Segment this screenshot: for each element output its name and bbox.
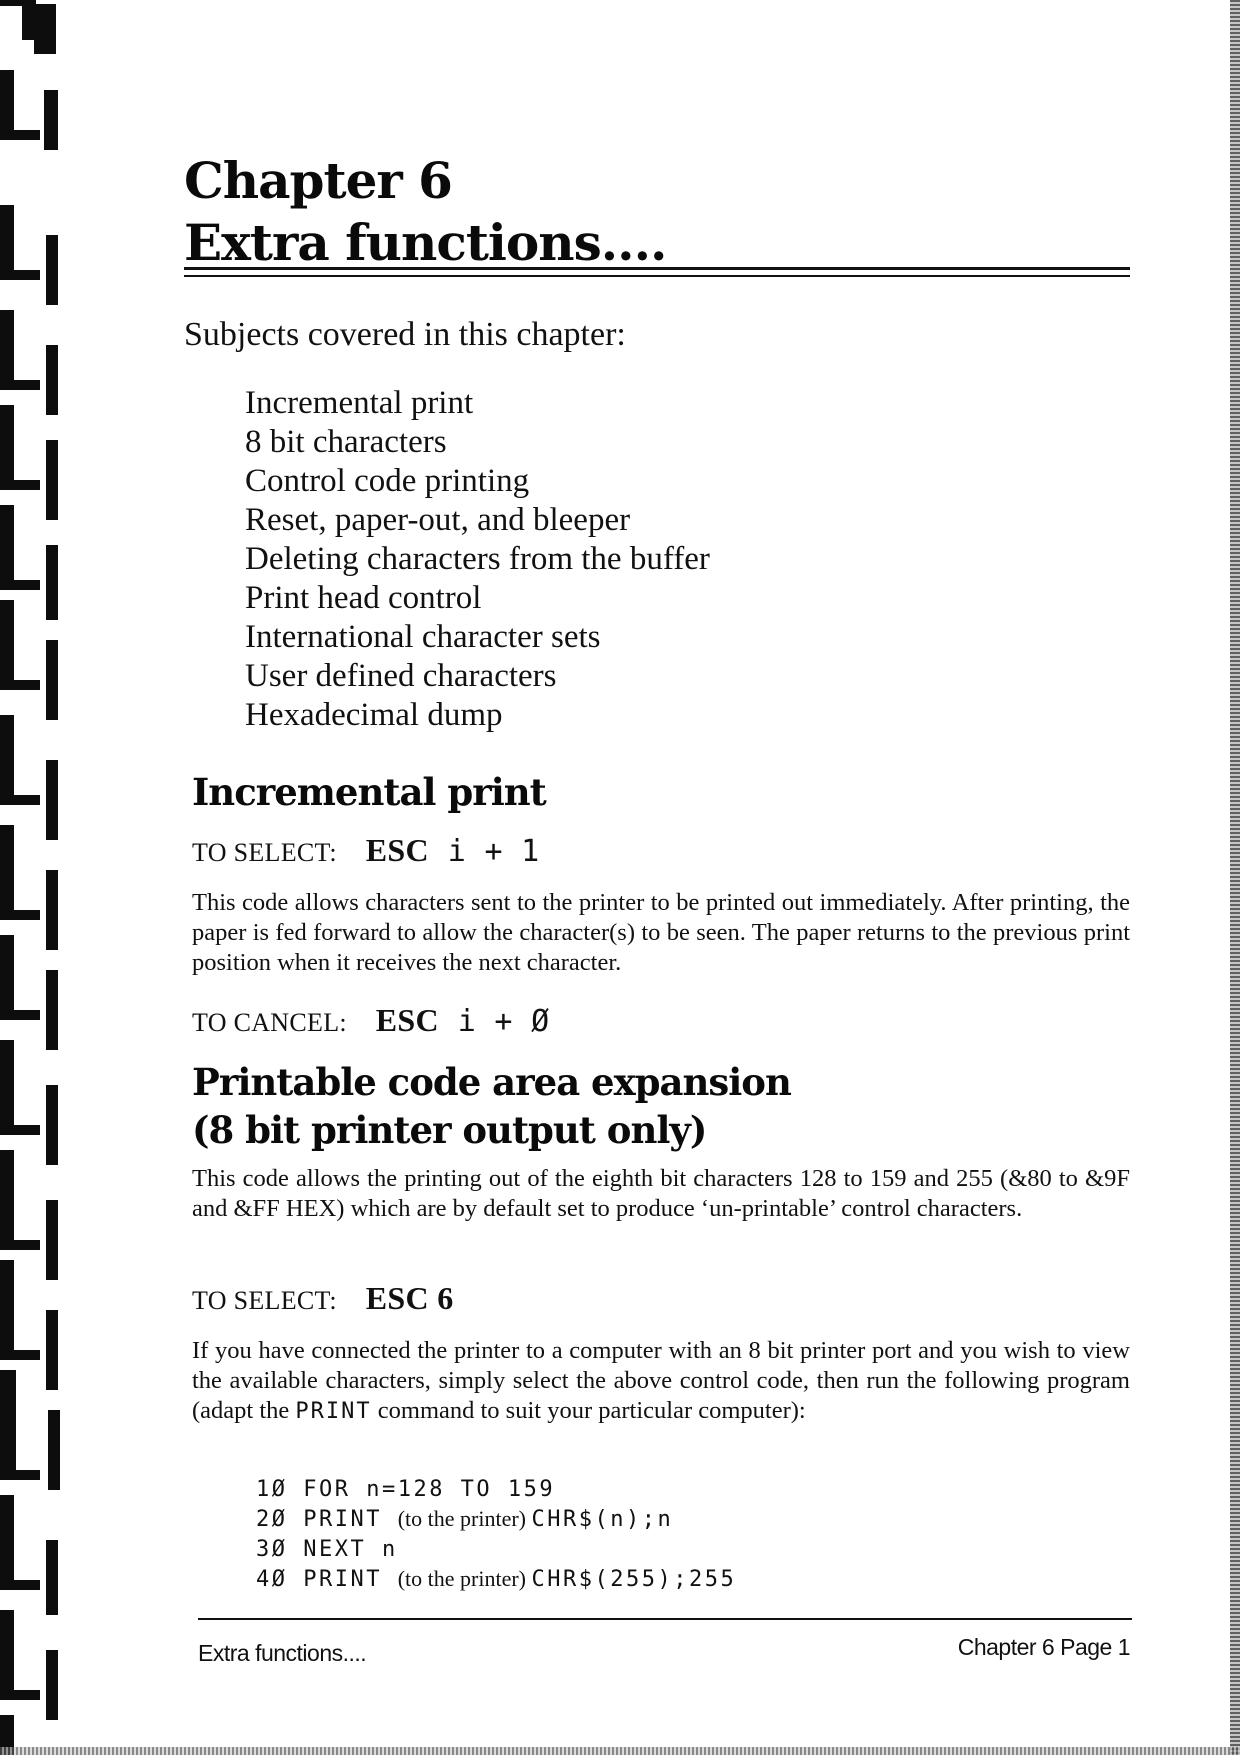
expansion-description: This code allows the printing out of the eighth bit characters 128 to 159 and 255 (&80 to &9F and &FF HEX) which are by default set to produce ‘un-printable’ control characters. — [192, 1165, 1130, 1222]
instructions-text: If you have connected the printer to a computer with an 8 bit printer port and you wish to view the available characters, simply select the above control code, then run the following program (adapt the — [192, 1337, 1130, 1424]
code-note: (to the printer) — [397, 1566, 532, 1591]
code-text: 2Ø PRINT — [256, 1507, 398, 1532]
expansion-select — [192, 1280, 454, 1317]
chapter-number: Chapter 6 — [184, 151, 452, 210]
print-keyword: PRINT — [295, 1399, 372, 1424]
subject-item: Hexadecimal dump — [245, 697, 503, 733]
subject-item: Control code printing — [245, 463, 530, 499]
select-command: ESC 6 — [365, 1280, 454, 1316]
incremental-select — [192, 832, 540, 869]
scan-edge-right — [1230, 0, 1240, 1755]
heading-line-2: (8 bit printer output only) — [192, 1108, 707, 1152]
footer-rule — [198, 1618, 1132, 1620]
cancel-command: ESC — [375, 1002, 439, 1038]
subject-item: 8 bit characters — [245, 424, 447, 460]
heading-line-1: Printable code area expansion — [192, 1060, 791, 1104]
code-text: CHR$(255);255 — [531, 1567, 737, 1592]
binding-strip — [0, 0, 80, 1755]
basic-program-listing — [256, 1474, 736, 1594]
select-label: TO SELECT: — [192, 838, 337, 867]
cancel-code: i + Ø — [457, 1004, 550, 1039]
title-rule-2 — [184, 275, 1130, 277]
subject-item: Incremental print — [245, 385, 474, 421]
subject-item: Deleting characters from the buffer — [245, 541, 710, 577]
select-label: TO SELECT: — [192, 1286, 337, 1315]
subject-item: User defined characters — [245, 658, 557, 694]
expansion-instructions — [192, 1336, 1130, 1427]
incremental-description: This code allows characters sent to the printer to be printed out immediately. After printing, the paper is fed forward to allow the character(s) to be seen. The paper returns to the previous print position when it receives the next character. — [192, 889, 1130, 976]
incremental-cancel — [192, 1002, 550, 1039]
cancel-label: TO CANCEL: — [192, 1008, 347, 1037]
select-code: i + 1 — [447, 834, 540, 869]
chapter-name: Extra functions.... — [184, 213, 667, 272]
footer-section-title: Extra functions.... — [198, 1640, 367, 1666]
footer-page-number: Chapter 6 Page 1 — [957, 1634, 1130, 1660]
program-line — [256, 1564, 736, 1594]
program-line — [256, 1504, 736, 1534]
program-line — [256, 1534, 736, 1564]
select-command: ESC — [365, 832, 429, 868]
subject-item: International character sets — [245, 619, 601, 655]
code-text: 3Ø NEXT n — [256, 1537, 398, 1562]
code-text: 1Ø FOR n=128 TO 159 — [256, 1477, 556, 1502]
heading-code-area-expansion — [192, 1058, 791, 1154]
code-text: CHR$(n);n — [531, 1507, 674, 1532]
code-note: (to the printer) — [397, 1506, 532, 1531]
program-line — [256, 1474, 736, 1504]
subject-item: Print head control — [245, 580, 482, 616]
scan-edge-bottom — [0, 1747, 1240, 1755]
instructions-text-end: command to suit your particular computer): — [371, 1397, 806, 1424]
intro-text: Subjects covered in this chapter: — [184, 316, 626, 353]
chapter-title — [184, 150, 666, 274]
subjects-list — [245, 384, 710, 735]
code-text: 4Ø PRINT — [256, 1567, 398, 1592]
heading-incremental-print: Incremental print — [192, 770, 546, 814]
subject-item: Reset, paper-out, and bleeper — [245, 502, 631, 538]
title-rule — [184, 267, 1130, 270]
